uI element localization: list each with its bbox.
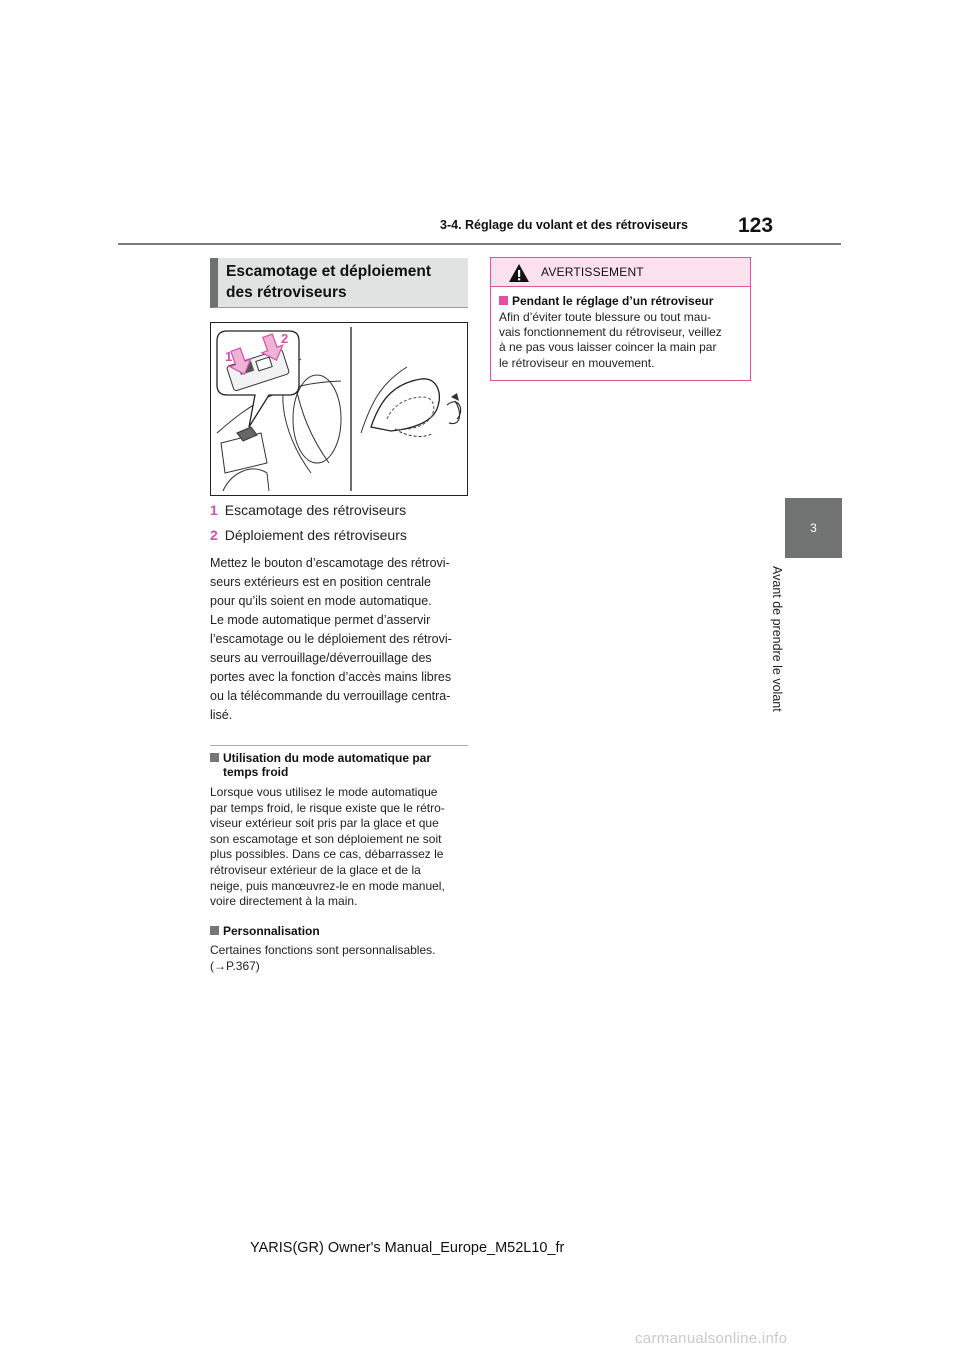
chapter-number: 3 <box>810 521 817 535</box>
callout-2-text: Déploiement des rétroviseurs <box>224 527 407 543</box>
section-heading-line1: Escamotage et déploiement <box>226 263 432 280</box>
subsection-customization-title: Personnalisation <box>210 924 468 938</box>
chapter-tab <box>785 498 842 558</box>
warning-text: Afin d’éviter toute blessure ou tout mau- vais fonctionnement du rétroviseur, veillez à ne pas vous laisser coincer la main par le rétroviseur en mouvement. <box>499 310 722 370</box>
body-line: portes avec la fonction d’accès mains libres <box>210 670 452 684</box>
header-rule <box>118 243 841 245</box>
chapter-title-vertical <box>770 566 810 746</box>
warning-header <box>491 258 750 287</box>
warning-title: AVERTISSEMENT <box>541 265 644 279</box>
bullet-square-icon <box>210 753 219 762</box>
body-line: seurs extérieurs est en position centrale <box>210 575 431 589</box>
footer-manual-id: YARIS(GR) Owner's Manual_Europe_M52L10_fr <box>250 1240 565 1256</box>
illustration-label-2: 2 <box>281 331 289 346</box>
callout-1-text: Escamotage des rétroviseurs <box>224 502 407 518</box>
bullet-square-icon <box>499 296 508 305</box>
illustration-drawing <box>211 323 467 495</box>
callout-1-number: 1 <box>210 502 218 518</box>
watermark: carmanualsonline.info <box>635 1330 788 1347</box>
section-title: 3-4. Réglage du volant et des rétroviseurs <box>440 218 688 232</box>
page-reference-link[interactable]: (→P.367) <box>210 958 260 973</box>
body-line: pour qu’ils soient en mode automatique. <box>210 594 432 608</box>
body-line: lisé. <box>210 708 233 722</box>
body-line: ou la télécommande du verrouillage centra- <box>210 689 451 703</box>
section-divider <box>210 745 468 746</box>
subsection-cold-weather-text: Lorsque vous utilisez le mode automatique par temps froid, le risque existe que le rétro- viseur extérieur soit pris par la glace et que son escamotage et son déploiement ne soit plus possibles. Dans ce cas, débarrassez le rétroviseur extérieur de la glace et de la neige, puis manœuvrez-le en mode manuel, voire directement à la main. <box>210 785 445 909</box>
mirror-folding-illustration <box>210 322 468 496</box>
callout-2 <box>210 527 407 543</box>
bullet-square-icon <box>210 926 219 935</box>
body-line: Le mode automatique permet d’asservir <box>210 613 431 627</box>
page-number: 123 <box>738 214 774 237</box>
warning-box <box>490 257 751 381</box>
section-heading-line2: des rétroviseurs <box>226 284 347 301</box>
warning-subtitle: Pendant le réglage d’un rétroviseur <box>499 294 713 308</box>
body-line: Mettez le bouton d’escamotage des rétrovi- <box>210 556 450 570</box>
callout-2-number: 2 <box>210 527 218 543</box>
subsection-cold-weather-title: Utilisation du mode automatique par temps froid <box>210 751 468 779</box>
section-heading <box>210 258 468 308</box>
body-line: l’escamotage ou le déploiement des rétrovi- <box>210 632 452 646</box>
chapter-title: Avant de prendre le volant <box>770 566 784 712</box>
warning-triangle-icon <box>508 263 530 283</box>
callout-1 <box>210 502 406 518</box>
body-line: seurs au verrouillage/déverrouillage des <box>210 651 432 665</box>
illustration-label-1: 1 <box>225 349 233 364</box>
subsection-customization-text: Certaines fonctions sont personnalisables. (→P.367) <box>210 943 472 974</box>
